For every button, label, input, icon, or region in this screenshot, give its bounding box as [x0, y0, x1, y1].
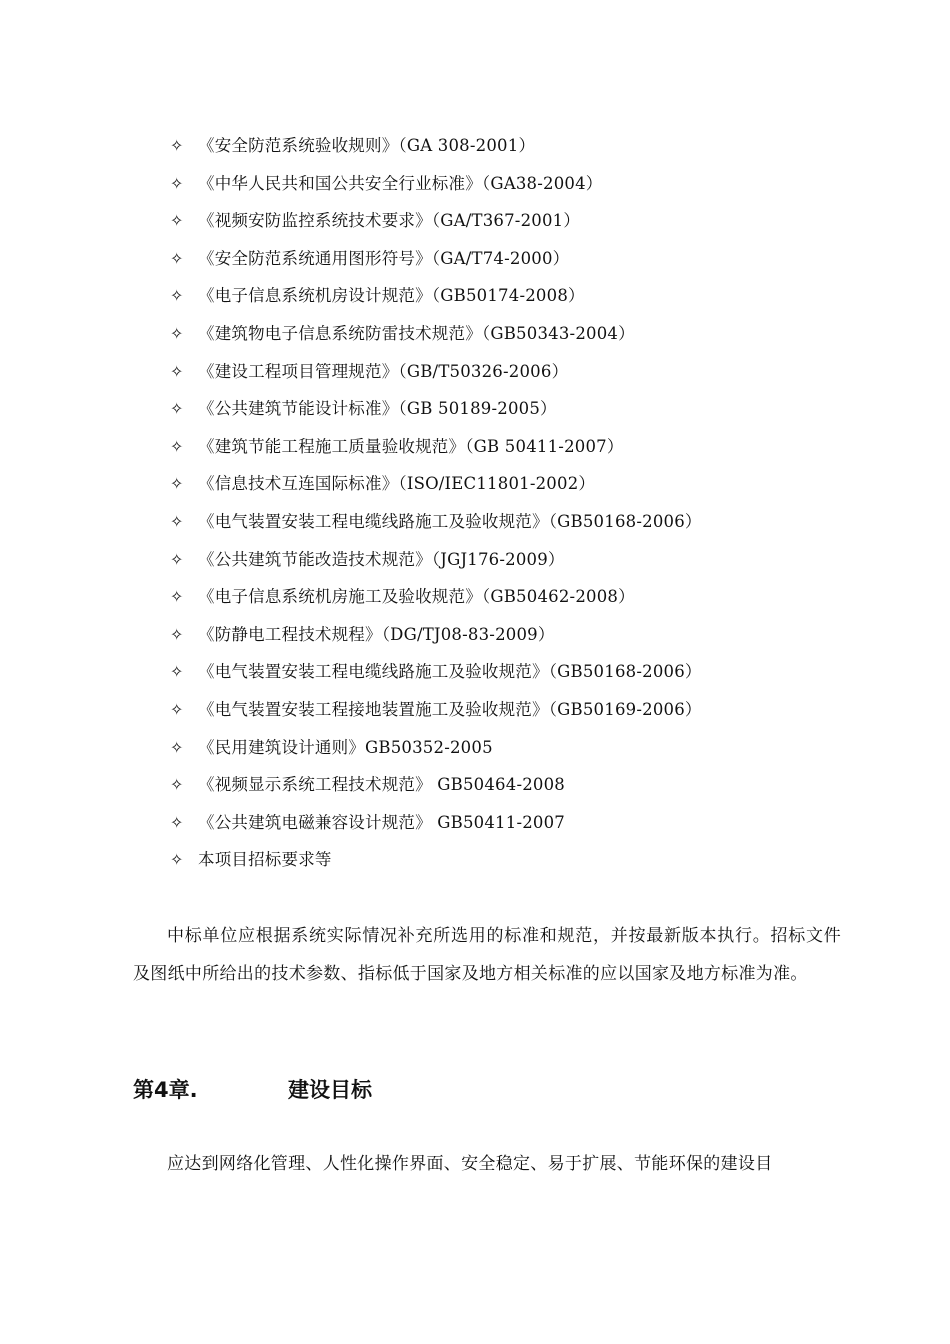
diamond-star-icon: ✧ [170, 173, 184, 193]
standard-text: 《视频显示系统工程技术规范》 GB50464-2008 [198, 775, 566, 795]
diamond-star-icon: ✧ [170, 136, 184, 155]
list-item [170, 465, 702, 503]
list-item [170, 578, 702, 616]
list-item [170, 428, 702, 466]
list-item [170, 315, 702, 353]
chapter-heading [133, 1072, 372, 1108]
diamond-star-icon: ✧ [170, 737, 184, 757]
standard-text: 《安全防范系统通用图形符号》（GA/T74-2000） [198, 248, 570, 268]
diamond-star-icon: ✧ [170, 361, 184, 381]
standard-text: 《公共建筑节能改造技术规范》（JGJ176-2009） [198, 549, 565, 569]
standard-text: 《电气装置安装工程电缆线路施工及验收规范》（GB50168-2006） [198, 511, 702, 531]
standard-text: 《建筑物电子信息系统防雷技术规范》（GB50343-2004） [198, 323, 635, 343]
diamond-star-icon: ✧ [170, 662, 184, 682]
standard-text: 《视频安防监控系统技术要求》（GA/T367-2001） [198, 211, 581, 231]
list-item [170, 616, 702, 654]
standard-text: 《中华人民共和国公共安全行业标准》（GA38-2004） [198, 173, 603, 193]
diamond-star-icon: ✧ [170, 549, 184, 569]
list-item [170, 841, 702, 879]
goal-paragraph: 应达到网络化管理、人性化操作界面、安全稳定、易于扩展、节能环保的建设目 [167, 1154, 773, 1174]
standard-text: 《电气装置安装工程电缆线路施工及验收规范》（GB50168-2006） [198, 662, 702, 682]
diamond-star-icon: ✧ [170, 248, 184, 268]
standard-text: 《民用建筑设计通则》GB50352-2005 [198, 737, 493, 757]
diamond-star-icon: ✧ [170, 812, 184, 832]
standard-text: 《公共建筑电磁兼容设计规范》 GB50411-2007 [198, 812, 566, 832]
standard-text: 《防静电工程技术规程》（DG/TJ08-83-2009） [198, 624, 555, 644]
diamond-star-icon: ✧ [170, 399, 184, 419]
list-item [170, 390, 702, 428]
list-item [170, 653, 702, 691]
standard-text: 《信息技术互连国际标准》（ISO/IEC11801-2002） [198, 474, 596, 494]
standard-text: 《电子信息系统机房设计规范》（GB50174-2008） [198, 286, 585, 306]
standards-list [170, 127, 702, 879]
standard-text: 《电子信息系统机房施工及验收规范》（GB50462-2008） [198, 587, 635, 607]
list-item [170, 541, 702, 579]
standard-text: 《建筑节能工程施工质量验收规范》（GB 50411-2007） [198, 436, 624, 456]
diamond-star-icon: ✧ [170, 775, 184, 795]
list-item [170, 503, 702, 541]
list-item [170, 127, 702, 165]
list-item [170, 202, 702, 240]
diamond-star-icon: ✧ [170, 436, 184, 456]
list-item [170, 165, 702, 203]
list-item [170, 691, 702, 729]
list-item [170, 729, 702, 767]
list-item [170, 277, 702, 315]
diamond-star-icon: ✧ [170, 850, 184, 870]
standard-text: 本项目招标要求等 [198, 850, 332, 870]
diamond-star-icon: ✧ [170, 286, 184, 306]
list-item [170, 353, 702, 391]
standard-text: 《公共建筑节能设计标准》（GB 50189-2005） [198, 399, 557, 419]
standard-text: 《建设工程项目管理规范》（GB/T50326-2006） [198, 361, 569, 381]
supplement-paragraph: 中标单位应根据系统实际情况补充所选用的标准和规范，并按最新版本执行。招标文件及图纸中所给出的技术参数、指标低于国家及地方相关标准的应以国家及地方标准为准。 [133, 926, 841, 984]
chapter-title: 建设目标 [288, 1078, 372, 1102]
diamond-star-icon: ✧ [170, 511, 184, 531]
diamond-star-icon: ✧ [170, 211, 184, 231]
standard-text: 《安全防范系统验收规则》（GA 308-2001） [198, 136, 536, 155]
diamond-star-icon: ✧ [170, 474, 184, 494]
list-item [170, 766, 702, 804]
chapter-number: 第4章. [133, 1078, 198, 1102]
diamond-star-icon: ✧ [170, 323, 184, 343]
standard-text: 《电气装置安装工程接地装置施工及验收规范》（GB50169-2006） [198, 699, 702, 719]
diamond-star-icon: ✧ [170, 624, 184, 644]
diamond-star-icon: ✧ [170, 699, 184, 719]
list-item [170, 240, 702, 278]
list-item [170, 804, 702, 842]
diamond-star-icon: ✧ [170, 587, 184, 607]
